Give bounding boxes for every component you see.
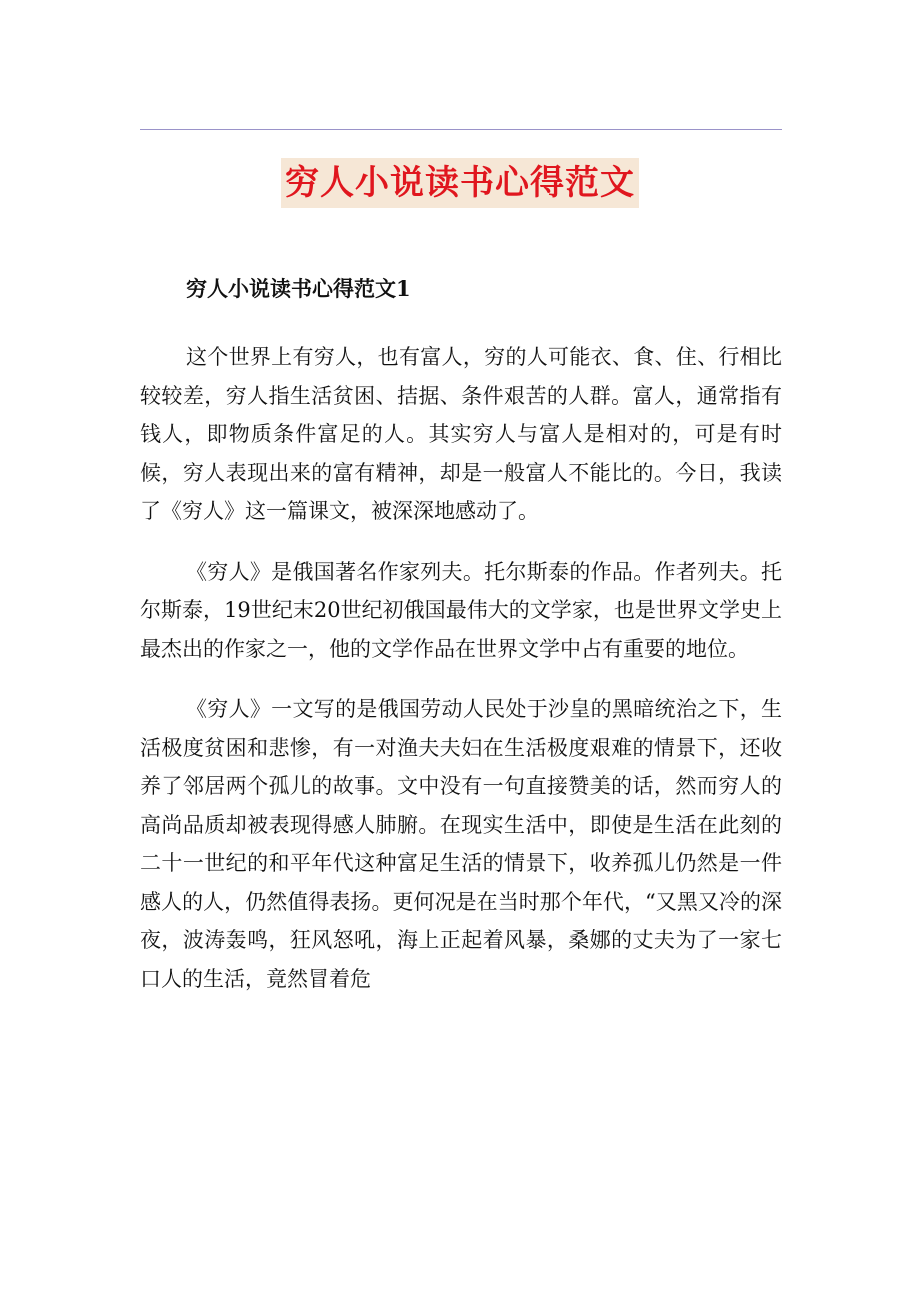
paragraph-3: 《穷人》一文写的是俄国劳动人民处于沙皇的黑暗统治之下，生活极度贫困和悲惨，有一对渔夫夫妇在生活极度艰难的情景下，还收养了邻居两个孤儿的故事。文中没有一句直接赞美的话，然而穷人的高尚品质却被表现得感人肺腑。在现实生活中，即使是生活在此刻的二十一世纪的和平年代这种富足生活的情景下，收养孤儿仍然是一件感人的人，仍然值得表扬。更何况是在当时那个年代，“又黑又冷的深夜，波涛轰鸣，狂风怒吼，海上正起着风暴，桑娜的丈夫为了一家七口人的生活，竟然冒着危 (140, 697, 782, 991)
document-body (140, 270, 782, 998)
header-rule (140, 129, 782, 130)
paragraph-2: 《穷人》是俄国著名作家列夫。托尔斯泰的作品。作者列夫。托尔斯泰，19世纪末20世纪初俄国最伟大的文学家，也是世界文学史上最杰出的作家之一，他的文学作品在世界文学中占有重要的地位。 (140, 559, 782, 661)
document-title: 穷人小说读书心得范文 (281, 158, 639, 208)
paragraph-1: 这个世界上有穷人，也有富人，穷的人可能衣、食、住、行相比较较差，穷人指生活贫困、拮据、条件艰苦的人群。富人，通常指有钱人，即物质条件富足的人。其实穷人与富人是相对的，可是有时候，穷人表现出来的富有精神，却是一般富人不能比的。今日，我读了《穷人》这一篇课文，被深深地感动了。 (140, 345, 782, 523)
section-heading: 穷人小说读书心得范文1 (186, 276, 411, 301)
title-container (0, 158, 920, 208)
